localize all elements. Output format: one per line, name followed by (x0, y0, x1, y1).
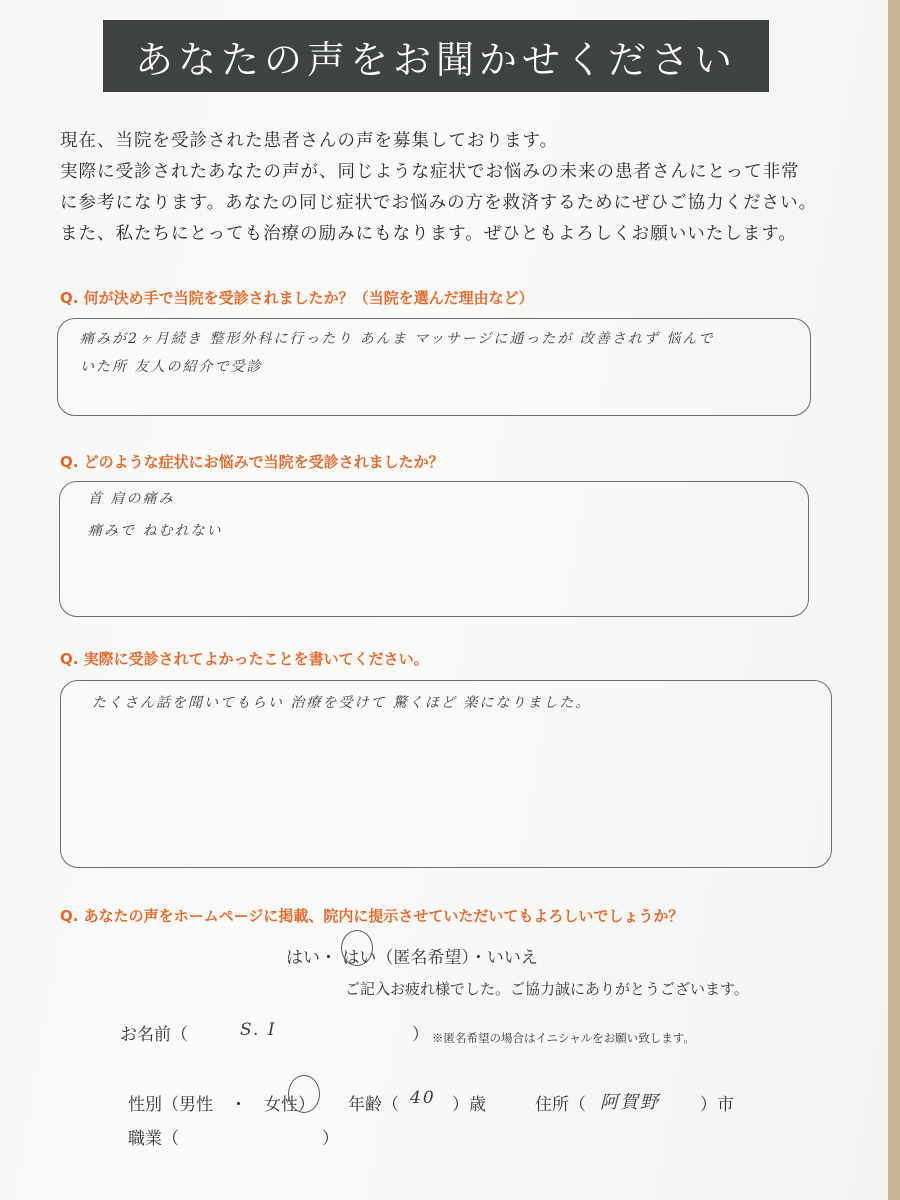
intro-text (60, 126, 860, 250)
table-edge (888, 0, 900, 1200)
intro-line: 現在、当院を受診された患者さんの声を募集しております。 (60, 131, 559, 151)
job-label: 職業（ (128, 1129, 179, 1149)
name-close: ） (412, 1025, 429, 1045)
address-unit: ）市 (700, 1095, 734, 1115)
answer-2-line-1: 首 肩の痛み (88, 491, 175, 507)
age-value[interactable]: 40 (410, 1088, 436, 1108)
page-title: あなたの声をお聞かせください (103, 20, 769, 92)
age-unit: ）歳 (452, 1095, 486, 1115)
intro-line: に参考になります。あなたの同じ症状でお悩みの方を救済するためにぜひご協力ください。 (60, 193, 818, 213)
intro-line: 実際に受診されたあなたの声が、同じような症状でお悩みの未来の患者さんにとって非常 (60, 162, 800, 182)
answer-2-line-2: 痛みで ねむれない (88, 523, 223, 539)
consent-options[interactable]: はい・ はい（匿名希望）・いいえ (286, 948, 538, 968)
question-3-label: Q. 実際に受診されてよかったことを書いてください。 (60, 650, 429, 668)
name-label: お名前（ (120, 1025, 188, 1045)
address-label: 住所（ (535, 1095, 586, 1115)
gender-selected-circle (288, 1075, 320, 1113)
consent-question-label: Q. あなたの声をホームページに掲載、院内に提示させていただいてもよろしいでしょうか？ (60, 907, 684, 925)
question-2-label: Q. どのような症状にお悩みで当院を受診されましたか？ (60, 453, 444, 471)
question-1-label: Q. 何が決め手で当院を受診されましたか？（当院を選んだ理由など） (60, 289, 534, 307)
name-note: ※匿名希望の場合はイニシャルをお願い致します。 (432, 1031, 695, 1045)
answer-1-line-2: いた所 友人の紹介で受診 (80, 359, 263, 375)
name-value[interactable]: S. I (240, 1020, 277, 1040)
intro-line: また、私たちにとっても治療の励みにもなります。ぜひともよろしくお願いいたします。 (60, 224, 797, 244)
selected-option-circle (341, 930, 373, 966)
gender-label[interactable]: 性別（男性 ・ 女性） (128, 1095, 315, 1115)
answer-3-line-1: たくさん話を聞いてもらい 治療を受けて 驚くほど 楽になりました。 (92, 695, 592, 711)
answer-1-line-1: 痛みが2ヶ月続き 整形外科に行ったり あんま マッサージに通ったが 改善されず 悩んで (80, 331, 715, 347)
job-close: ） (322, 1129, 339, 1149)
thanks-message: ご記入お疲れ様でした。ご協力誠にありがとうございます。 (345, 980, 749, 998)
address-value[interactable]: 阿賀野 (600, 1092, 660, 1113)
age-label: 年齢（ (348, 1095, 399, 1115)
